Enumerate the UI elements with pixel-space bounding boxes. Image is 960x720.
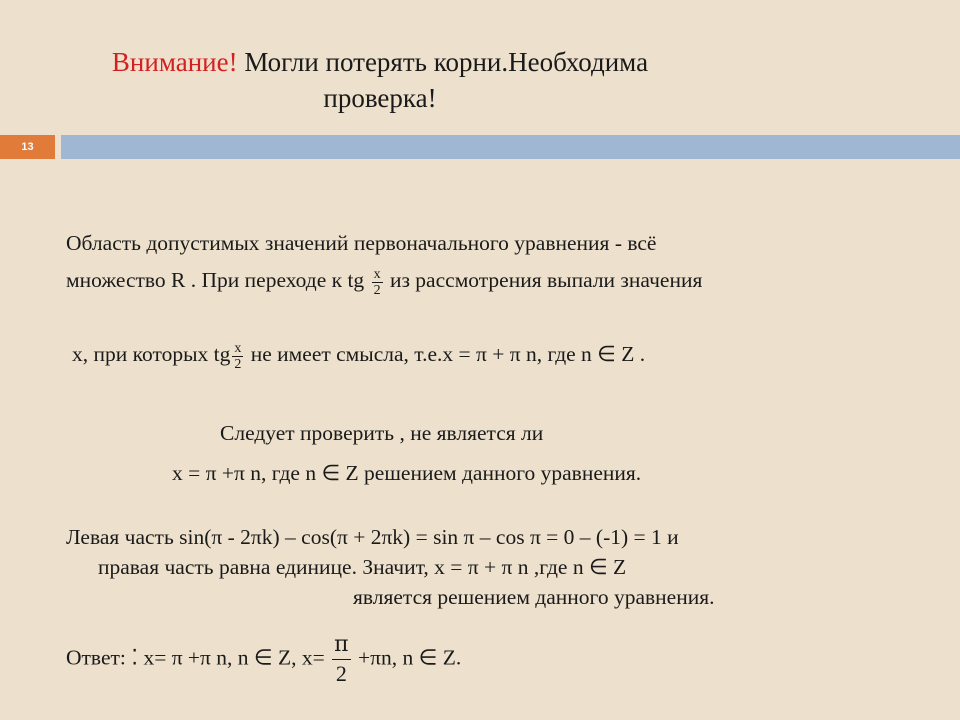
slide-title	[0, 44, 760, 116]
p2-text-before: x, при которых tg	[72, 342, 231, 366]
fraction-denominator: 2	[234, 356, 242, 372]
slide-number-badge: 13	[0, 135, 55, 159]
paragraph-3-line-1: Следует проверить , не является ли	[220, 421, 544, 445]
fraction-numerator: x	[234, 340, 242, 356]
paragraph-4-line-1: Левая часть sin(π - 2πk) – cos(π + 2πk) = sin π – cos π = 0 – (-1) = 1 и	[66, 525, 679, 549]
paragraph-4-line-3: является решением данного уравнения.	[353, 585, 715, 609]
answer-line	[66, 631, 461, 688]
fraction-denominator: 2	[373, 282, 381, 298]
fraction-pi-over-2	[332, 631, 350, 688]
paragraph-1-line-1: Область допустимых значений первоначального уравнения - всё	[66, 231, 657, 255]
p1-text-after: из рассмотрения выпали значения	[389, 268, 703, 292]
title-line1: Могли потерять корни.Необходима	[237, 47, 649, 77]
fraction-numerator: x	[373, 266, 381, 282]
fraction-denominator: 2	[335, 661, 347, 686]
warning-text: Внимание!	[111, 47, 238, 77]
paragraph-1-line-2	[66, 266, 702, 298]
answer-text-after: +πn, n ∈ Z.	[358, 645, 462, 670]
paragraph-2	[72, 340, 645, 372]
header-bar	[61, 135, 960, 159]
p1-text-before: множество R . При переходе к tg	[66, 268, 365, 292]
p2-text-after: не имеет смысла, т.е.x = π + π n, где n ∈ Z .	[250, 342, 646, 366]
answer-text-before: Ответ: ⁚ x= π +π n, n ∈ Z, x=	[66, 645, 325, 670]
fraction-x-over-2	[372, 267, 383, 298]
fraction-x-over-2-second	[232, 341, 243, 372]
paragraph-4-line-2: правая часть равна единице. Значит, x = π + π n ,где n ∈ Z	[98, 555, 627, 579]
fraction-numerator: π	[332, 631, 350, 660]
paragraph-3-line-2: x = π +π n, где n ∈ Z решением данного уравнения.	[172, 461, 642, 485]
title-line2: проверка!	[323, 83, 437, 113]
